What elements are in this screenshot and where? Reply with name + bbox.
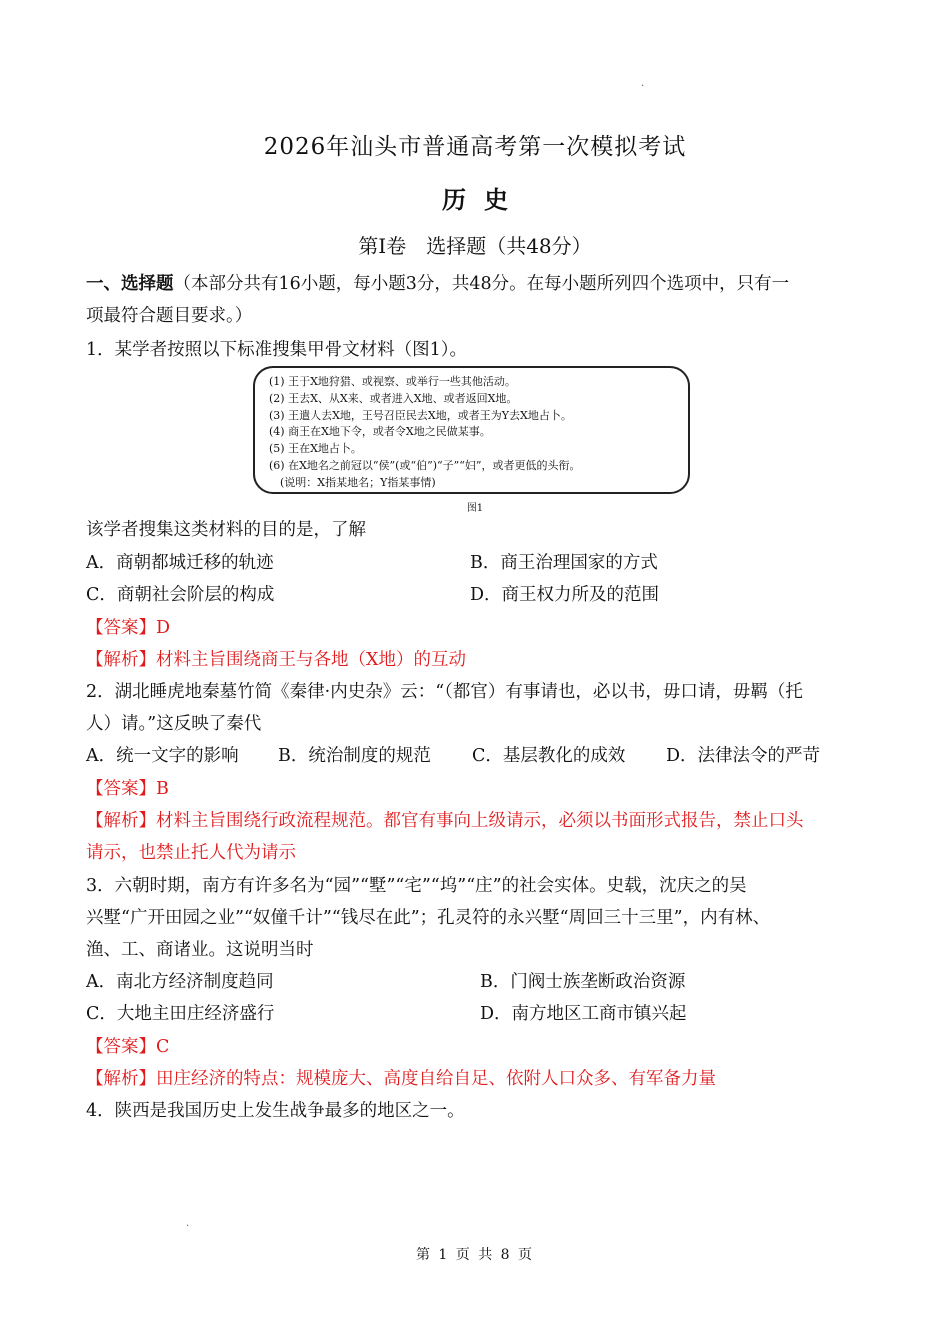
analysis-text: 材料主旨围绕行政流程规范。都官有事向上级请示，必须以书面形式报告，禁止口头: [156, 811, 804, 831]
section-instruction: [86, 270, 789, 295]
section-label: 一、选择题: [86, 274, 174, 294]
analysis-text: 材料主旨围绕商王与各地（X地）的互动: [156, 650, 466, 670]
q1-option-c: C．商朝社会阶层的构成: [86, 585, 275, 605]
q1-option-d: D．商王权力所及的范围: [470, 585, 660, 605]
q2-analysis-line2: 请示，也禁止托人代为请示: [86, 843, 296, 863]
q2-option-c: C．基层教化的成效: [472, 746, 626, 766]
figure-line: (1) 王于X地狩猎、或视察、或举行一些其他活动。: [269, 375, 516, 388]
page-number: 第 1 页 共 8 页: [415, 1247, 535, 1263]
answer-tag: 【答案】: [86, 1037, 156, 1057]
q2-analysis: [86, 807, 804, 832]
q1-stem: 1．某学者按照以下标准搜集甲骨文材料（图1）。: [86, 340, 468, 360]
answer-value: D: [156, 618, 171, 638]
figure-line: (3) 王遣人去X地，王号召臣民去X地，或者王为Y去X地占卜。: [269, 408, 572, 422]
answer-value: B: [156, 779, 169, 799]
section-instruction-line2: 项最符合题目要求。）: [86, 306, 253, 326]
q3-analysis: [86, 1065, 716, 1090]
q2-option-a: A．统一文字的影响: [86, 746, 239, 766]
page-title: 2026年汕头市普通高考第一次模拟考试: [263, 134, 687, 160]
answer-tag: 【答案】: [86, 618, 156, 638]
q4-stem: 4．陕西是我国历史上发生战争最多的地区之一。: [86, 1101, 465, 1121]
top-dot: .: [641, 78, 645, 89]
figure-caption: 图1: [466, 503, 484, 514]
analysis-tag: 【解析】: [86, 650, 156, 670]
q3-option-d: D．南方地区工商市镇兴起: [480, 1004, 687, 1024]
q3-option-b: B．门阀士族垄断政治资源: [480, 972, 686, 992]
q3-answer: [86, 1033, 169, 1058]
q3-stem-line1: 3．六朝时期，南方有许多名为“园”“墅”“宅”“坞”“庄”的社会实体。史载，沈庆之的吴: [86, 876, 747, 896]
figure-line: (说明：X指某地名；Y指某事情): [269, 475, 436, 489]
figure-line: (5) 王在X地占卜。: [269, 442, 362, 456]
q1-figure-box: [253, 366, 690, 494]
q2-stem-line2: 人）请。”这反映了秦代: [86, 714, 262, 734]
analysis-text: 田庄经济的特点：规模庞大、高度自给自足、依附人口众多、有军备力量: [156, 1069, 716, 1089]
figure-line: (4) 商王在X地下令，或者令X地之民做某事。: [269, 425, 491, 439]
bottom-dot: .: [186, 1218, 190, 1229]
subject-heading: 历史: [442, 185, 526, 214]
q3-option-c: C．大地主田庄经济盛行: [86, 1004, 275, 1024]
analysis-tag: 【解析】: [86, 1069, 156, 1089]
q3-option-a: A．南北方经济制度趋同: [86, 972, 274, 992]
answer-tag: 【答案】: [86, 779, 156, 799]
q1-option-b: B．商王治理国家的方式: [470, 553, 658, 573]
q1-analysis: [86, 646, 466, 671]
figure-line: (2) 王去X、从X来、或者进入X地、或者返回X地。: [269, 391, 518, 405]
q2-stem-line1: 2．湖北睡虎地秦墓竹简《秦律·内史杂》云：“（都官）有事请也，必以书，毋口请，毋羁（托: [86, 682, 803, 702]
q2-answer: [86, 775, 169, 800]
answer-value: C: [156, 1037, 170, 1057]
analysis-tag: 【解析】: [86, 811, 156, 831]
q2-option-d: D．法律法令的严苛: [666, 746, 821, 766]
q1-question: 该学者搜集这类材料的目的是，了解: [86, 520, 366, 540]
q1-answer: [86, 614, 170, 639]
q3-stem-line3: 渔、工、商诸业。这说明当时: [86, 940, 314, 960]
q3-stem-line2: 兴墅“广开田园之业”“奴僮千计”“钱尽在此”；孔灵符的永兴墅“周回三十三里”，内有林、: [86, 908, 771, 928]
q2-option-b: B．统治制度的规范: [278, 746, 431, 766]
section-instruction-line1: （本部分共有16小题，每小题3分，共48分。在每小题所列四个选项中，只有一: [173, 274, 790, 294]
figure-line: (6) 在X地名之前冠以“侯”(或“伯”)“子”“妇”，或者更低的头衔。: [269, 458, 581, 472]
part-title: 第Ⅰ卷 选择题（共48分）: [358, 234, 592, 258]
q1-option-a: A．商朝都城迁移的轨迹: [86, 553, 274, 573]
